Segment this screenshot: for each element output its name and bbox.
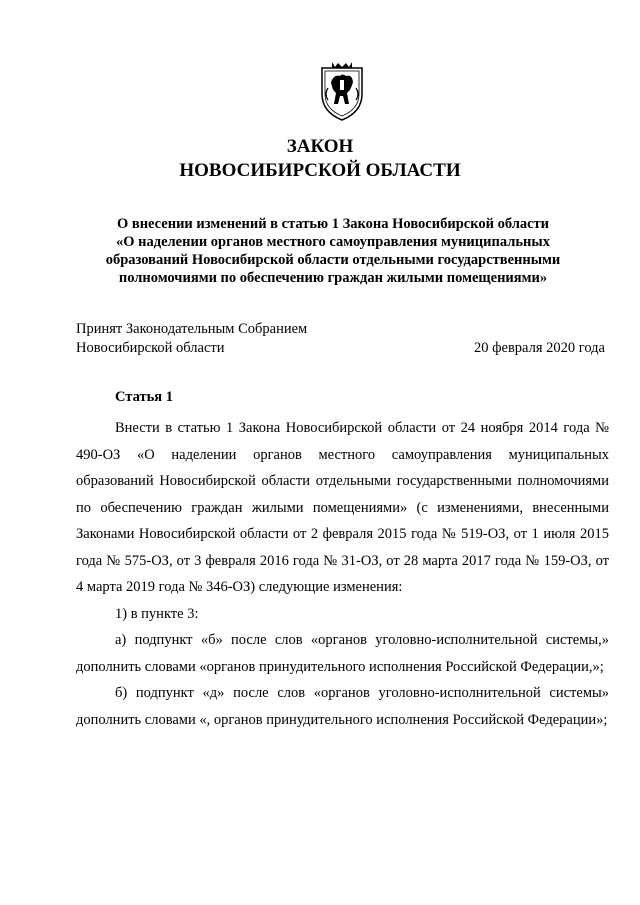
- subject-line: полномочиями по обеспечению граждан жилыми помещениями»: [118, 270, 548, 286]
- adoption-date: 20 февраля 2020 года: [473, 340, 605, 356]
- subject-line: О внесении изменений в статью 1 Закона Новосибирской области: [116, 216, 550, 232]
- article-paragraph: 1) в пункте 3:: [115, 605, 199, 622]
- article-paragraph: а) подпункт «б» после слов «органов уголовно-исполнительной системы,» дополнить словами «органов принудительного исполнения Российской Федерации,»;: [76, 632, 609, 675]
- subject-line: «О наделении органов местного самоуправления муниципальных: [116, 234, 550, 250]
- article-paragraph: б) подпункт «д» после слов «органов уголовно-исполнительной системы» дополнить словами «, органов принудительного исполнения Российской Федерации»;: [76, 685, 609, 728]
- adoption-info: [76, 320, 307, 358]
- adoption-line: Новосибирской области: [76, 340, 225, 356]
- adoption-line: Принят Законодательным Собранием: [76, 321, 308, 337]
- article-paragraph: Внести в статью 1 Закона Новосибирской области от 24 ноября 2014 года № 490-ОЗ «О наделении органов местного самоуправления муниципальных образований Новосибирской области отдельными государственными полномочиями по обеспечению граждан жилыми помещениями» (с изменениями, внесенными Законами Новосибирской области от 2 февраля 2015 года № 519-ОЗ, от 1 июля 2015 года № 575-ОЗ, от 3 февраля 2016 года № 31-ОЗ, от 28 марта 2017 года № 159-ОЗ, от 4 марта 2019 года № 346-ОЗ) следующие изменения:: [76, 420, 609, 595]
- law-subject: [90, 215, 576, 287]
- law-title: ЗАКОН: [286, 136, 354, 157]
- article-body: [76, 415, 609, 733]
- coat-of-arms-icon: [318, 60, 366, 122]
- region-title: НОВОСИБИРСКОЙ ОБЛАСТИ: [179, 160, 461, 181]
- subject-line: образований Новосибирской области отдельными государственными: [105, 252, 561, 268]
- article-heading: Статья 1: [115, 389, 173, 405]
